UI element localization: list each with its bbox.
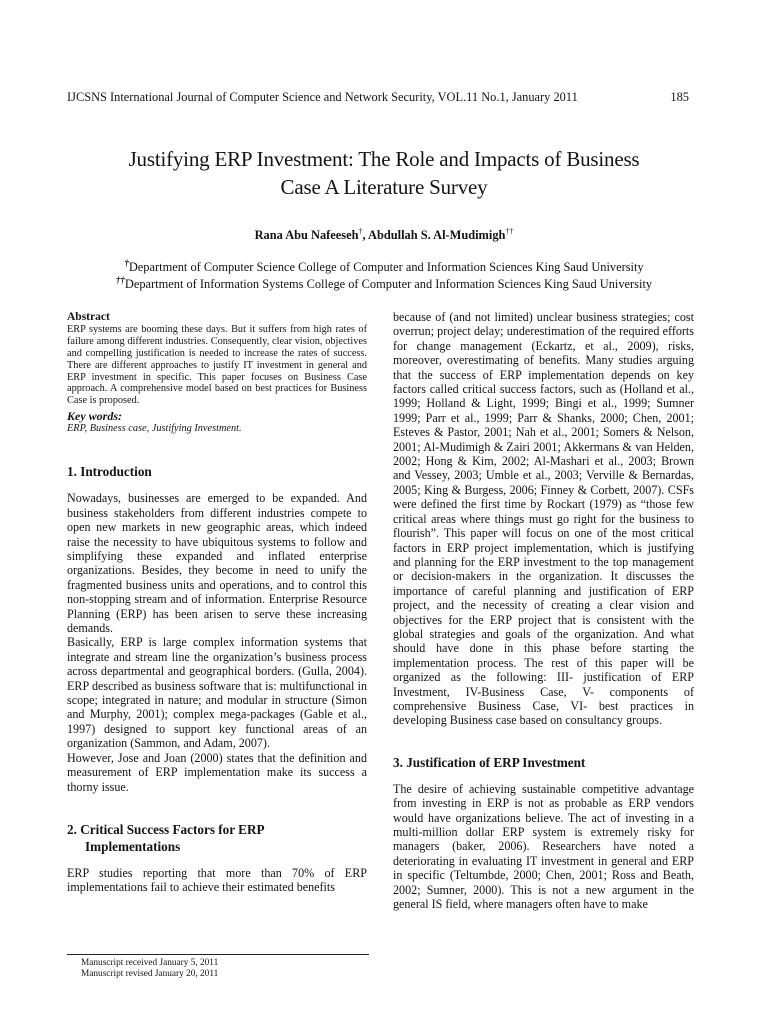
affiliation-mark: † [358, 227, 363, 236]
affiliation [0, 275, 768, 292]
paragraph: ERP studies reporting that more than 70% of ERP implementations fail to achieve their estimated benefits [67, 865, 367, 895]
keywords-heading: Key words: [67, 408, 122, 423]
affiliation-mark: † [124, 258, 129, 268]
paper-title-line-1: Justifying ERP Investment: The Role and Impacts of Business [128, 147, 640, 171]
running-header [67, 90, 689, 108]
footnotes [81, 958, 218, 979]
section-heading-justification: 3. Justification of ERP Investment [393, 754, 586, 770]
author-separator: , [362, 228, 369, 243]
keywords-text: ERP, Business case, Justifying Investment. [67, 423, 242, 435]
footnote-received: Manuscript received January 5, 2011 [81, 958, 219, 968]
left-column [67, 310, 367, 895]
affiliation-text: Department of Computer Science College of Computer and Information Sciences King Saud University [128, 260, 644, 275]
author-name: Rana Abu Nafeeseh [254, 228, 359, 243]
paper-title [40, 145, 728, 201]
right-column [393, 310, 694, 911]
paragraph: However, Jose and Joan (2000) states that the definition and measurement of ERP implementation make its success a thorny issue. [67, 750, 367, 794]
paragraph: Nowadays, businesses are emerged to be expanded. And business stakeholders from different industries compete to open new markets in new geographic areas, which indeed raise the necessity to have ubiquitous systems to follow and simplifying these expanded and inflated enterprise organizations. Besides, they become in need to unify the fragmented business units and operations, and to control this non-stopping stream and of information. Enterprise Resource Planning (ERP) has been arisen to serve these increasing demands. [67, 491, 367, 636]
abstract-text: ERP systems are booming these days. But it suffers from high rates of failure among different industries. Consequently, clear vision, objectives and compelling justification is needed to increase the rates of success. There are different approaches to justify IT investment in general and ERP investment in specific. This paper focuses on Business Case approach. A comprehensive model based on best practices for Business Case is proposed. [67, 324, 367, 407]
abstract-heading: Abstract [67, 311, 110, 323]
section-heading-introduction: 1. Introduction [67, 464, 152, 480]
affiliation-mark: †† [115, 275, 125, 285]
footnote-revised: Manuscript revised January 20, 2011 [81, 968, 219, 979]
author-name: Abdullah S. Al-Mudimigh [368, 228, 506, 243]
paragraph: because of (and not limited) unclear business strategies; cost overrun; project delay; underestimation of the required efforts for change management (Eckartz, et al., 2009), risks, moreover, overestimating of benefits. Many studies arguing that the success of ERP implementation depends on key factors called critical success factors, such as (Holland et al., 1999; Holland & Light, 1999; Bingi et al., 1999; Sumner 1999; Parr et al., 1999; Parr & Shanks, 2000; Chen, 2001; Esteves & Pastor, 2001; Nah et al., 2001; Somers & Nelson, 2001; Al-Mudimigh & Zairi 2001; Akkermans & van Helden, 2002; Hong & Kim, 2002; Al-Mashari et al., 2003; Brown and Vessey, 2003; Umble et al., 2003; Verville & Bernardas, 2005; King & Burgess, 2006; Finney & Corbett, 2007). CSFs were defined the first time by Rockart (1979) as “those few critical areas where things must go right for the business to flourish”. This paper will focus on one of the most critical factors in ERP project implementation, which is justifying and planning for the ERP investment to the top management or decision-makers in the organization. It discusses the importance of careful planning and justification of ERP project, and the necessity of creating a clear vision and objectives for the ERP project that is consistent with the global strategies and goals of the organization. And what should have done in this phase before starting the implementation process. The rest of this paper will be organized as the following: III- justification of ERP Investment, IV-Business Case, V- components of comprehensive Business Case, VI- best practices in developing Business case based on consultancy groups. [393, 310, 694, 728]
journal-citation: IJCSNS International Journal of Computer Science and Network Security, VOL.11 No.1, January 2011 [67, 90, 578, 104]
affiliation-mark: †† [505, 227, 514, 236]
paper-title-line-2: Case A Literature Survey [280, 175, 488, 199]
section-heading-line: Implementations [85, 838, 181, 854]
section-heading-csf [67, 821, 367, 855]
affiliation [0, 258, 768, 275]
footnote-divider [67, 954, 369, 955]
paragraph: Basically, ERP is large complex information systems that integrate and stream line the organization’s business process across departmental and geographical borders. (Gulla, 2004). ERP described as business software that is: multifunctional in scope; integrated in nature; and modular in structure (Simon and Murphy, 2001); complex mega-packages (Gable et al., 1997) designed to support key functional areas of an organization (Sammon, and Adam, 2007). [67, 635, 367, 751]
paragraph: The desire of achieving sustainable competitive advantage from investing in ERP is not as probable as ERP vendors would have organizations believe. The act of investing in a multi-million dollar ERP system is extremely risky for managers (baker, 2006). Researchers have noted a deteriorating in evaluating IT investment in general and ERP in specific (Teltumbde, 2000; Chen, 2001; Ross and Beath, 2002; Sumner, 2000). This is not a new argument in the general IS field, where managers often have to make [393, 781, 694, 912]
page-number: 185 [670, 90, 689, 104]
affiliation-text: Department of Information Systems College of Computer and Information Sciences King Saud University [124, 277, 653, 292]
section-heading-line: 2. Critical Success Factors for ERP [67, 821, 265, 837]
author-list [0, 227, 768, 243]
